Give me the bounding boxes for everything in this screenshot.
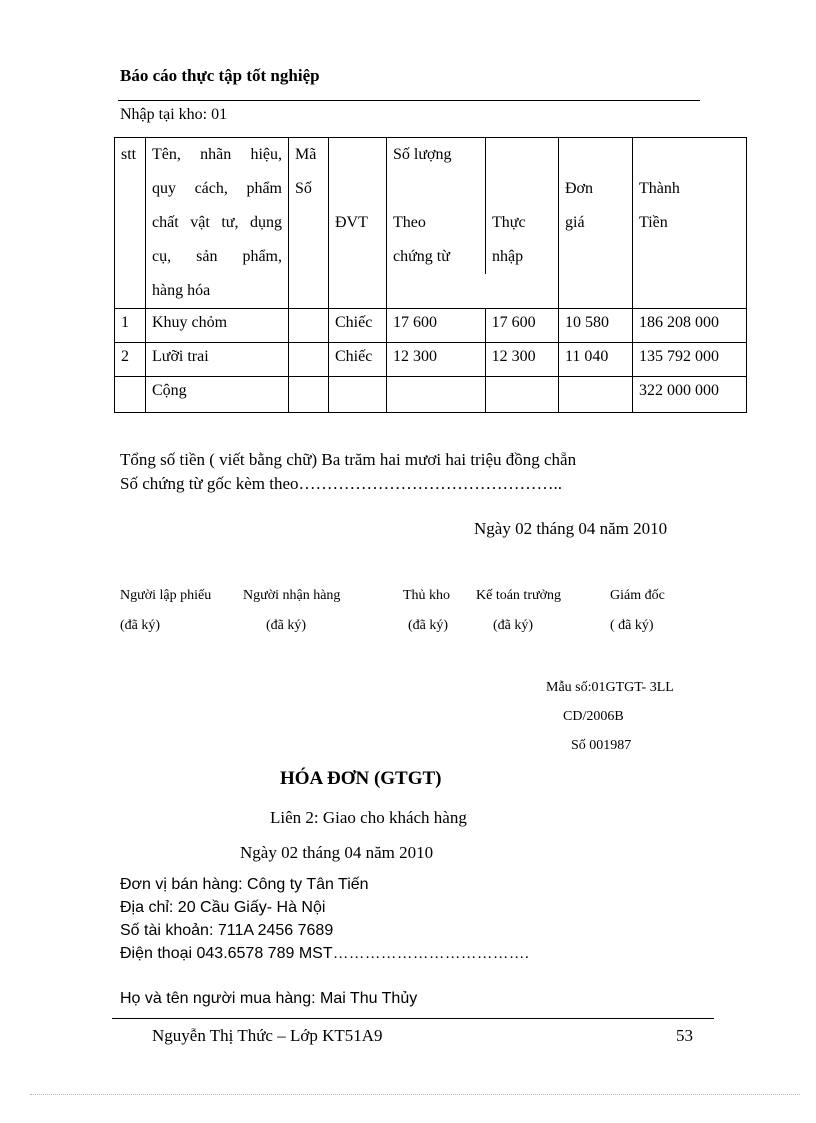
seller-phone-tax: Điện thoại 043.6578 789 MST………………………………. — [120, 945, 530, 962]
seller-name: Đơn vị bán hàng: Công ty Tân Tiến — [120, 876, 369, 893]
buyer-name: Họ và tên người mua hàng: Mai Thu Thủy — [120, 990, 418, 1007]
header-name-line: Tên, nhãn hiệu, — [152, 146, 282, 163]
signature-status: (đã ký) — [408, 618, 449, 633]
signature-role-receiver: Người nhận hàng — [243, 588, 341, 603]
invoice-copy-label: Liên 2: Giao cho khách hàng — [270, 808, 467, 827]
header-divider — [118, 100, 700, 101]
invoice-date: Ngày 02 tháng 04 năm 2010 — [240, 843, 434, 862]
signature-role-storekeeper: Thủ kho — [403, 588, 451, 603]
total-label: Cộng — [146, 377, 289, 413]
total-in-words: Tổng số tiền ( viết bằng chữ) Ba trăm hai mươi hai triệu đồng chẵn — [120, 450, 577, 469]
header-nhap: nhập — [492, 248, 524, 265]
header-amount — [633, 138, 747, 309]
header-tien: Tiền — [639, 214, 668, 231]
header-unit-price — [559, 138, 633, 309]
header-quantity-label: Số lượng — [393, 146, 452, 163]
header-unit-label: ĐVT — [335, 214, 368, 231]
total-value: 322 000 000 — [633, 377, 747, 413]
row-unit: Chiếc — [329, 309, 387, 343]
header-code-line2: Số — [295, 180, 312, 197]
seller-account: Số tài khoản: 711A 2456 7689 — [120, 922, 334, 939]
seller-address: Địa chỉ: 20 Cầu Giấy- Hà Nội — [120, 899, 326, 916]
table-total-row — [115, 377, 747, 413]
table-row — [115, 309, 747, 343]
header-code-line1: Mã — [295, 146, 317, 163]
header-don: Đơn — [565, 180, 594, 197]
row-name: Khuy chỏm — [146, 309, 289, 343]
header-name-line: cụ, sản phẩm, — [152, 248, 282, 265]
header-gia: giá — [565, 214, 585, 231]
row-unit-price: 11 040 — [559, 343, 633, 377]
signature-status: (đã ký) — [266, 618, 307, 633]
form-number: Mẫu số:01GTGT- 3LL — [546, 680, 674, 695]
row-qty-actual: 17 600 — [485, 309, 558, 343]
attached-documents: Số chứng từ gốc kèm theo……………………………………….. — [120, 474, 562, 493]
row-code — [289, 309, 329, 343]
warehouse-label: Nhập tại kho: 01 — [120, 106, 228, 123]
signature-status: (đã ký) — [493, 618, 534, 633]
page-number: 53 — [676, 1026, 693, 1045]
invoice-number: Số 001987 — [571, 738, 632, 753]
header-name-line: quy cách, phẩm — [152, 180, 282, 197]
row-stt: 2 — [115, 343, 146, 377]
report-header-title: Báo cáo thực tập tốt nghiệp — [120, 66, 320, 85]
header-name-line: hàng hóa — [152, 282, 211, 299]
signature-role-chief-accountant: Kế toán trưởng — [476, 588, 561, 603]
header-thanh: Thành — [639, 180, 680, 197]
row-code — [289, 343, 329, 377]
row-unit-price: 10 580 — [559, 309, 633, 343]
page-bottom-dotted-line — [30, 1094, 800, 1095]
row-qty-doc: 17 600 — [387, 309, 486, 343]
signature-status: ( đã ký) — [610, 618, 654, 633]
header-quantity — [387, 138, 559, 309]
row-amount: 135 792 000 — [633, 343, 747, 377]
signature-status: (đã ký) — [120, 618, 161, 633]
row-amount: 186 208 000 — [633, 309, 747, 343]
signature-role-preparer: Người lập phiếu — [120, 588, 212, 603]
row-unit: Chiếc — [329, 343, 387, 377]
form-series: CD/2006B — [563, 709, 624, 724]
signature-role-director: Giám đốc — [610, 588, 665, 603]
footer-author: Nguyễn Thị Thức – Lớp KT51A9 — [152, 1026, 383, 1045]
header-name-line: chất vật tư, dụng — [152, 214, 282, 231]
receipt-date: Ngày 02 tháng 04 năm 2010 — [474, 519, 668, 538]
header-unit — [329, 138, 387, 309]
header-theo: Theo — [393, 214, 426, 231]
header-thuc: Thực — [492, 214, 526, 231]
header-name — [146, 138, 289, 309]
row-name: Lưỡi trai — [146, 343, 289, 377]
header-code — [289, 138, 329, 309]
table-row — [115, 343, 747, 377]
row-stt: 1 — [115, 309, 146, 343]
goods-receipt-table — [114, 137, 747, 413]
table-header-row — [115, 138, 747, 309]
invoice-title: HÓA ĐƠN (GTGT) — [280, 768, 442, 789]
row-qty-doc: 12 300 — [387, 343, 486, 377]
header-stt: stt — [115, 138, 146, 309]
footer-divider — [112, 1018, 714, 1019]
header-chung-tu: chứng từ — [393, 248, 450, 265]
row-qty-actual: 12 300 — [485, 343, 558, 377]
